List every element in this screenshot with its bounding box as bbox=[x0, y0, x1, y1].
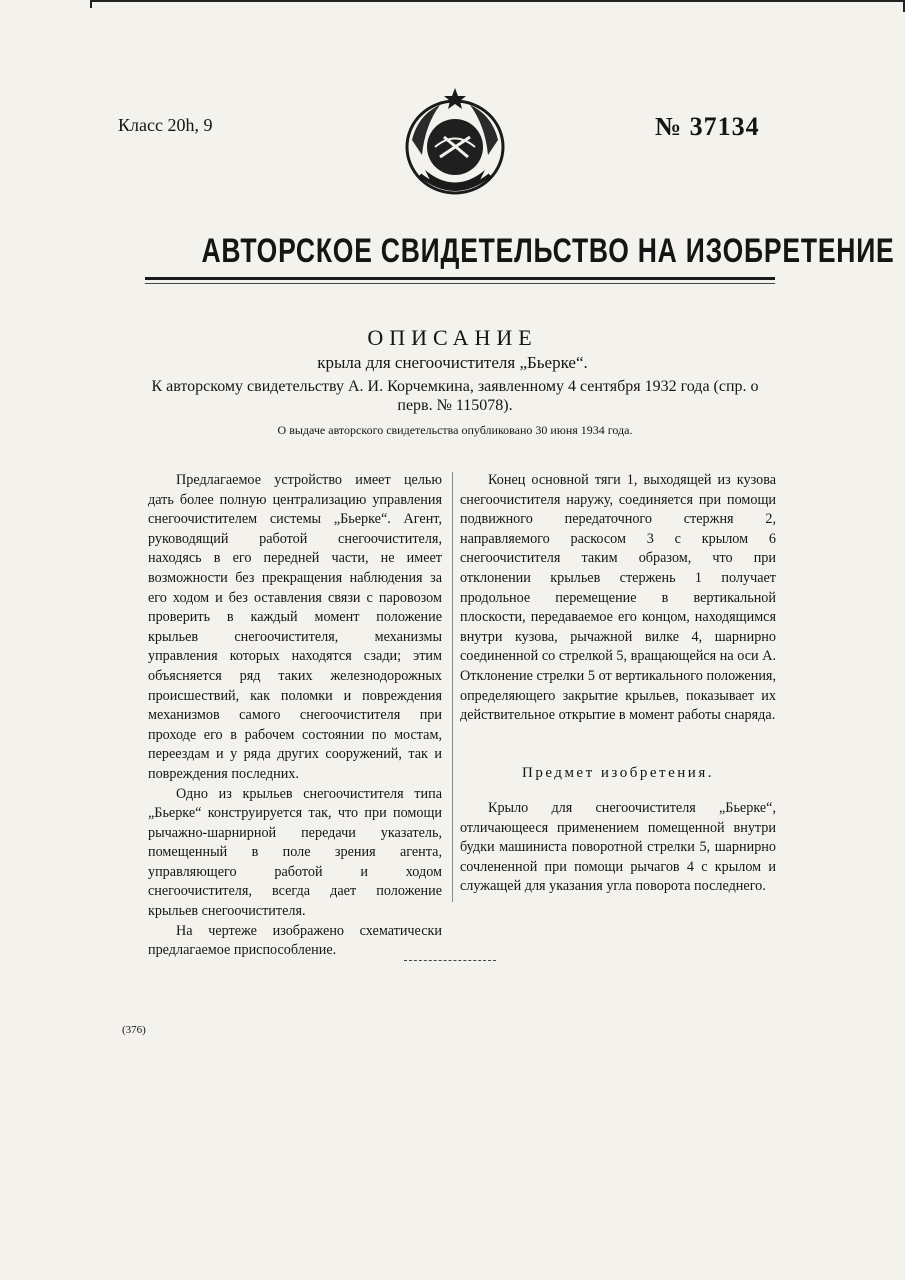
document-title: АВТОРСКОЕ СВИДЕТЕЛЬСТВО НА ИЗОБРЕТЕНИЕ bbox=[201, 232, 895, 270]
description-subtitle: крыла для снегоочистителя „Бьерке“. bbox=[317, 353, 588, 372]
right-column bbox=[460, 471, 776, 726]
column-divider bbox=[452, 472, 453, 902]
author-line: К авторскому свидетельству А. И. Корчемкина, заявленному 4 сентября 1932 года (спр. о перв. № 115078). bbox=[151, 378, 759, 414]
end-divider bbox=[404, 960, 496, 961]
page-edge-line bbox=[90, 0, 905, 8]
paragraph: Одно из крыльев снегоочистителя типа „Бьерке“ конструируется так, что при помощи рычажно-шарнирной передачи указатель, помещенный в поле зрения агента, управляющего работой и ходом снегоочистителя, всегда дает положение крыльев снегоочистителя. bbox=[148, 785, 442, 920]
class-label: Класс 20h, 9 bbox=[118, 115, 213, 135]
claim-text: Крыло для снегоочистителя „Бьерке“, отличающееся применением помещенной внутри будки машиниста поворотной стрелки 5, шарнирно сочлененной при помощи рычагов 4 с крылом и служащей для указания угла поворота последнего. bbox=[460, 800, 776, 895]
left-column bbox=[148, 471, 442, 961]
paragraph: Конец основной тяги 1, выходящей из кузова снегоочистителя наружу, соединяется при помощи подвижного передаточного стержня 2, направляемого раскосом 3 с крылом 6 снегоочистителя таким образом, что при отклонении крыльев стержень 1 получает продольное перемещение в вертикальной плоскости, передаваемое его концом, находящимся внутри кузова, рычажной вилке 4, шарнирно соединенной со стрелкой 5, вращающейся на оси A. Отклонение стрелки 5 от вертикального положения, определяющего закрытие крыльев, показывает их действительное открытие в момент работы снаряда. bbox=[460, 472, 776, 724]
title-underline bbox=[145, 277, 775, 280]
publication-line: О выдаче авторского свидетельства опубликовано 30 июня 1934 года. bbox=[277, 423, 633, 437]
patent-number: № 37134 bbox=[655, 112, 760, 141]
paragraph: Предлагаемое устройство имеет целью дать более полную централизацию управления снегоочистителем системы „Бьерке“. Агент, руководящий работой снегоочистителя, находясь в его передней части, не имеет возможности без прекращения наблюдения за его ходом и без оставления связи с паровозом проверить в каждый момент положение крыльев снегоочистителя, механизмы управления которых находятся сзади; этим объясняется ряд таких железнодорожных происшествий, как поломки и повреждения механизмов самого снегоочистителя при проходе его в рабочем состоянии по мостам, переездам и у ряда других сооружений, так и повреждения последних. bbox=[148, 472, 442, 782]
claim-heading: Предмет изобретения. bbox=[522, 765, 714, 781]
paragraph: На чертеже изображено схематически предлагаемое приспособление. bbox=[148, 922, 442, 959]
title-underline-thin bbox=[145, 283, 775, 284]
ussr-emblem-icon bbox=[400, 85, 510, 200]
description-heading: ОПИСАНИЕ bbox=[367, 325, 538, 350]
print-code: (376) bbox=[122, 1024, 146, 1036]
claim-text-block bbox=[460, 799, 776, 897]
